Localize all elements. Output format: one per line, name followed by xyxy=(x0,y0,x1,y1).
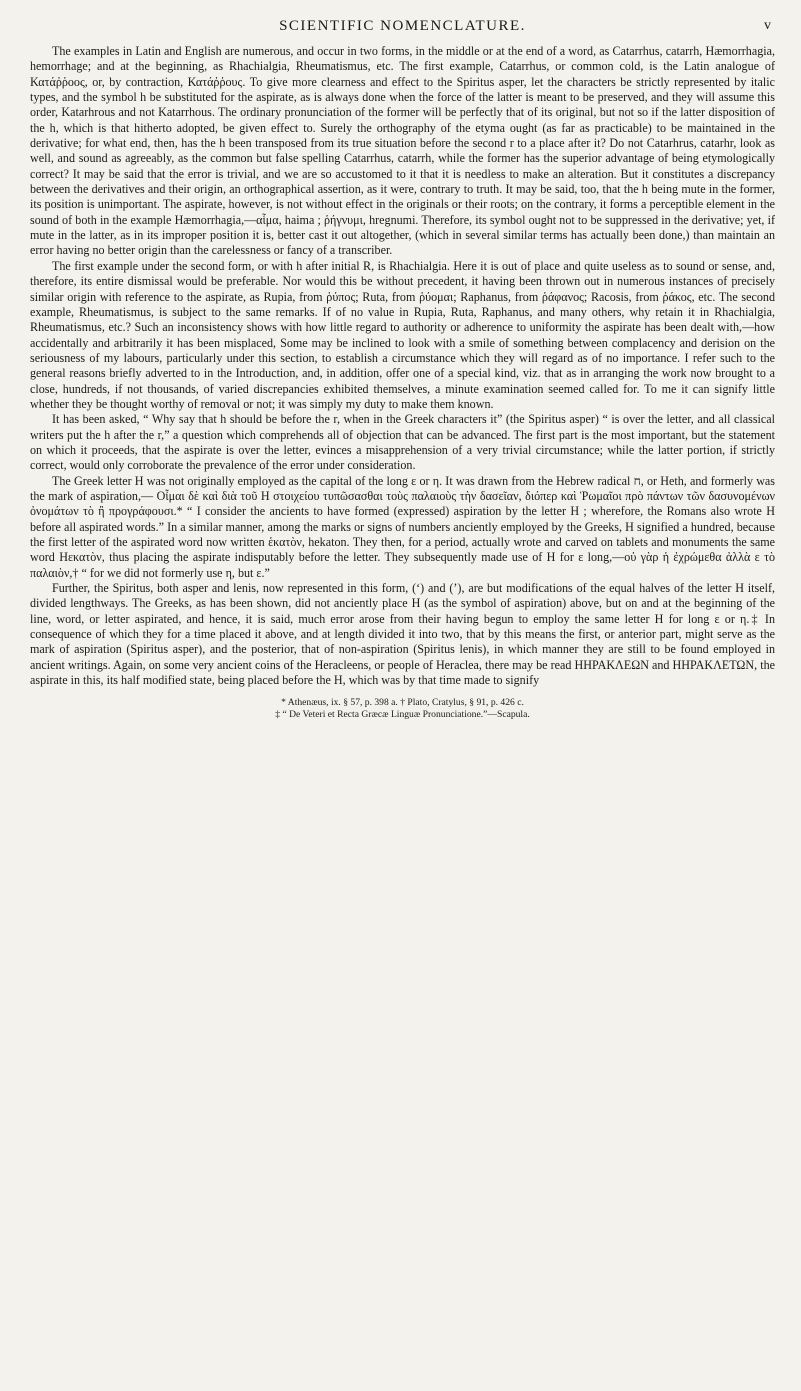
body-text xyxy=(30,44,775,688)
paragraph-4: The Greek letter H was not originally employed as the capital of the long ε or η. It was drawn from the Hebrew radical ח, or Heth, and formerly was the mark of aspiration,— Οἶμαι δὲ καὶ διὰ τοῦ Η στοιχείου τυπῶσασθαι τοὺς παλαιοὺς τὴν δασεῖαν, διόπερ καὶ Ῥωμαῖοι πρὸ πάντων τῶν δασυνομένων ὀνομάτων τὸ ἢ προγράφουσι.* “ I consider the ancients to have formed (expressed) aspiration by the letter H ; wherefore, the Romans also wrote H before all aspirated words.” In a similar manner, among the marks or signs of numbers anciently employed by the Greeks, H signified a hundred, because the first letter of the aspirated word now written ἑκατὸν, hekaton. They then, for a period, actually wrote and carved on tablets and monuments the same word Ηεκατὸν, thus placing the aspirate indisputably before the letter. They subsequently made use of H for ε long,—οὐ γὰρ ἡ ἐχρώμεθα ἀλλὰ ε τὸ παλαιὸν,† “ for we did not formerly use η, but ε.” xyxy=(30,473,776,580)
paragraph-3: It has been asked, “ Why say that h should be before the r, when in the Greek characters it” (the Spiritus asper) “ is over the letter, and all classical writers put the h after the r,” a question which comprehends all of objection that can be advanced. The first part is the most important, but the statement on which it proceeds, that the aspirate is over the letter, evinces a misapprehension of a very trivial circumstance; while the latter portion, if strictly correct, would only corroborate the prevalence of the error under consideration. xyxy=(30,412,775,473)
page-number: v xyxy=(764,18,771,33)
page-title: SCIENTIFIC NOMENCLATURE. xyxy=(279,18,526,34)
footnotes xyxy=(30,697,775,721)
running-head xyxy=(30,8,775,44)
footnote-line-2: ‡ “ De Veteri et Recta Græcæ Linguæ Pronunciatione.”—Scapula. xyxy=(275,709,530,721)
paragraph-5: Further, the Spiritus, both asper and lenis, now represented in this form, (‘) and (’), are but modifications of the equal halves of the letter H itself, divided lengthways. The Greeks, as has been shown, did not anciently place H (as the symbol of aspiration) above, but on and at the beginning of the line, word, or letter aspirated, and hence, it is said, much error arose from their having begun to employ the same letter H for long ε or η.‡ In consequence of which they for a time placed it above, and at length divided it into two, that by this means the first, or anterior part, might serve as the mark of aspiration (Spiritus asper), and the posterior, that of non-aspiration (Spiritus lenis), in which manner they are still to be found employed in ancient writings. Again, on some very ancient coins of the Heracleens, or people of Heraclea, there may be read ΗΗΡΑΚΛΕΩΝ and ΗΗΡΑΚΛΕΤΩΝ, the aspirate in this, its half modified state, being placed before the H, which was by that time made to signify xyxy=(30,581,775,688)
footnote-line-1: * Athenæus, ix. § 57, p. 398 a. † Plato, Cratylus, § 91, p. 426 c. xyxy=(281,697,524,709)
paragraph-2: The first example under the second form, or with h after initial R, is Rhachialgia. Here it is out of place and quite useless as to sound or sense, and, therefore, its entire dismissal would be preferable. Nor would this be without precedent, it having been thrown out in numerous instances of precisely similar origin with reference to the aspirate, as Rupia, from ῥύπος; Ruta, from ῥύομαι; Raphanus, from ῥάφανος; Racosis, from ῥάκος, etc. The second example, Rheumatismus, is subject to the same remarks. If of no value in Rupia, Ruta, Raphanus, and many others, why retain it in Rhachialgia, Rheumatismus, etc.? Such an inconsistency shows with how little regard to authority or adherence to uniformity the aspirate has been dealt with,—how accidentally and arbitrarily it has been misplaced, Some may be inclined to look with a smile of something between complacency and derision on the seriousness of my labours, particularly under this section, to establish a circumstance which they will regard as of no importance. I refer such to the general reasons briefly adverted to in the Introduction, and, in addition, offer one of a special kind, viz. that as in arranging the work now brought to a close, hundreds, if not thousands, of varied discrepancies exhibited themselves, a minute examination seemed called for. To me it can signify little whether they be thought worthy of removal or not; it was simply my duty to make them known. xyxy=(30,258,775,411)
paragraph-1: The examples in Latin and English are numerous, and occur in two forms, in the middle or at the end of a word, as Catarrhus, catarrh, Hæmorrhagia, hemorrhage; and at the beginning, as Rhachialgia, Rheumatismus, etc. The first example, Catarrhus, or common cold, is the Latin analogue of Κατάῤῥοος, or, by contraction, Κατάῤῥους. To give more clearness and effect to the Spiritus asper, let the characters be strictly represented by italic types, and the symbol h be substituted for the aspirate, as is always done when the force of the latter is meant to be preserved, and they will assume this order, Katarhrous and not Katarrhous. The ordinary pronunciation of the former will be perfectly that of its original, but not so if the latter disposition of the h, which is that hitherto adopted, be given effect to. Surely the orthography of the etyma ought (as far as practicable) to be maintained in the derivative; for what end, then, has the h been transposed from its true situation before the second r to a place after it? Do not Catarhrus, catarhr, look as well, and sound as agreeably, as the common but false spelling Catarrhus, catarrh, while the former has the superior advantage of being etymologically correct? It may be said that the error is trivial, and we are so accustomed to it that it is needless to make an alteration. But it constitutes a discrepancy between the derivatives and their origin, an orthographical assertion, as it were, contrary to truth. It may be said, too, that the h being mute in the former, its position is unimportant. The aspirate, however, is not without effect in the originals or their roots; on the contrary, it forms a perceptible element in the sound of both in the example Hæmorrhagia,—αἷμα, haima ; ῥήγνυμι, hregnumi. Therefore, its symbol ought not to be suppressed in the derivative; yet, if mute in the latter, as in its improper position it is, better cast it out altogether, (which in several similar terms has actually been done,) than maintain an error having no better origin than the carelessness or fancy of a transcriber. xyxy=(30,44,775,258)
